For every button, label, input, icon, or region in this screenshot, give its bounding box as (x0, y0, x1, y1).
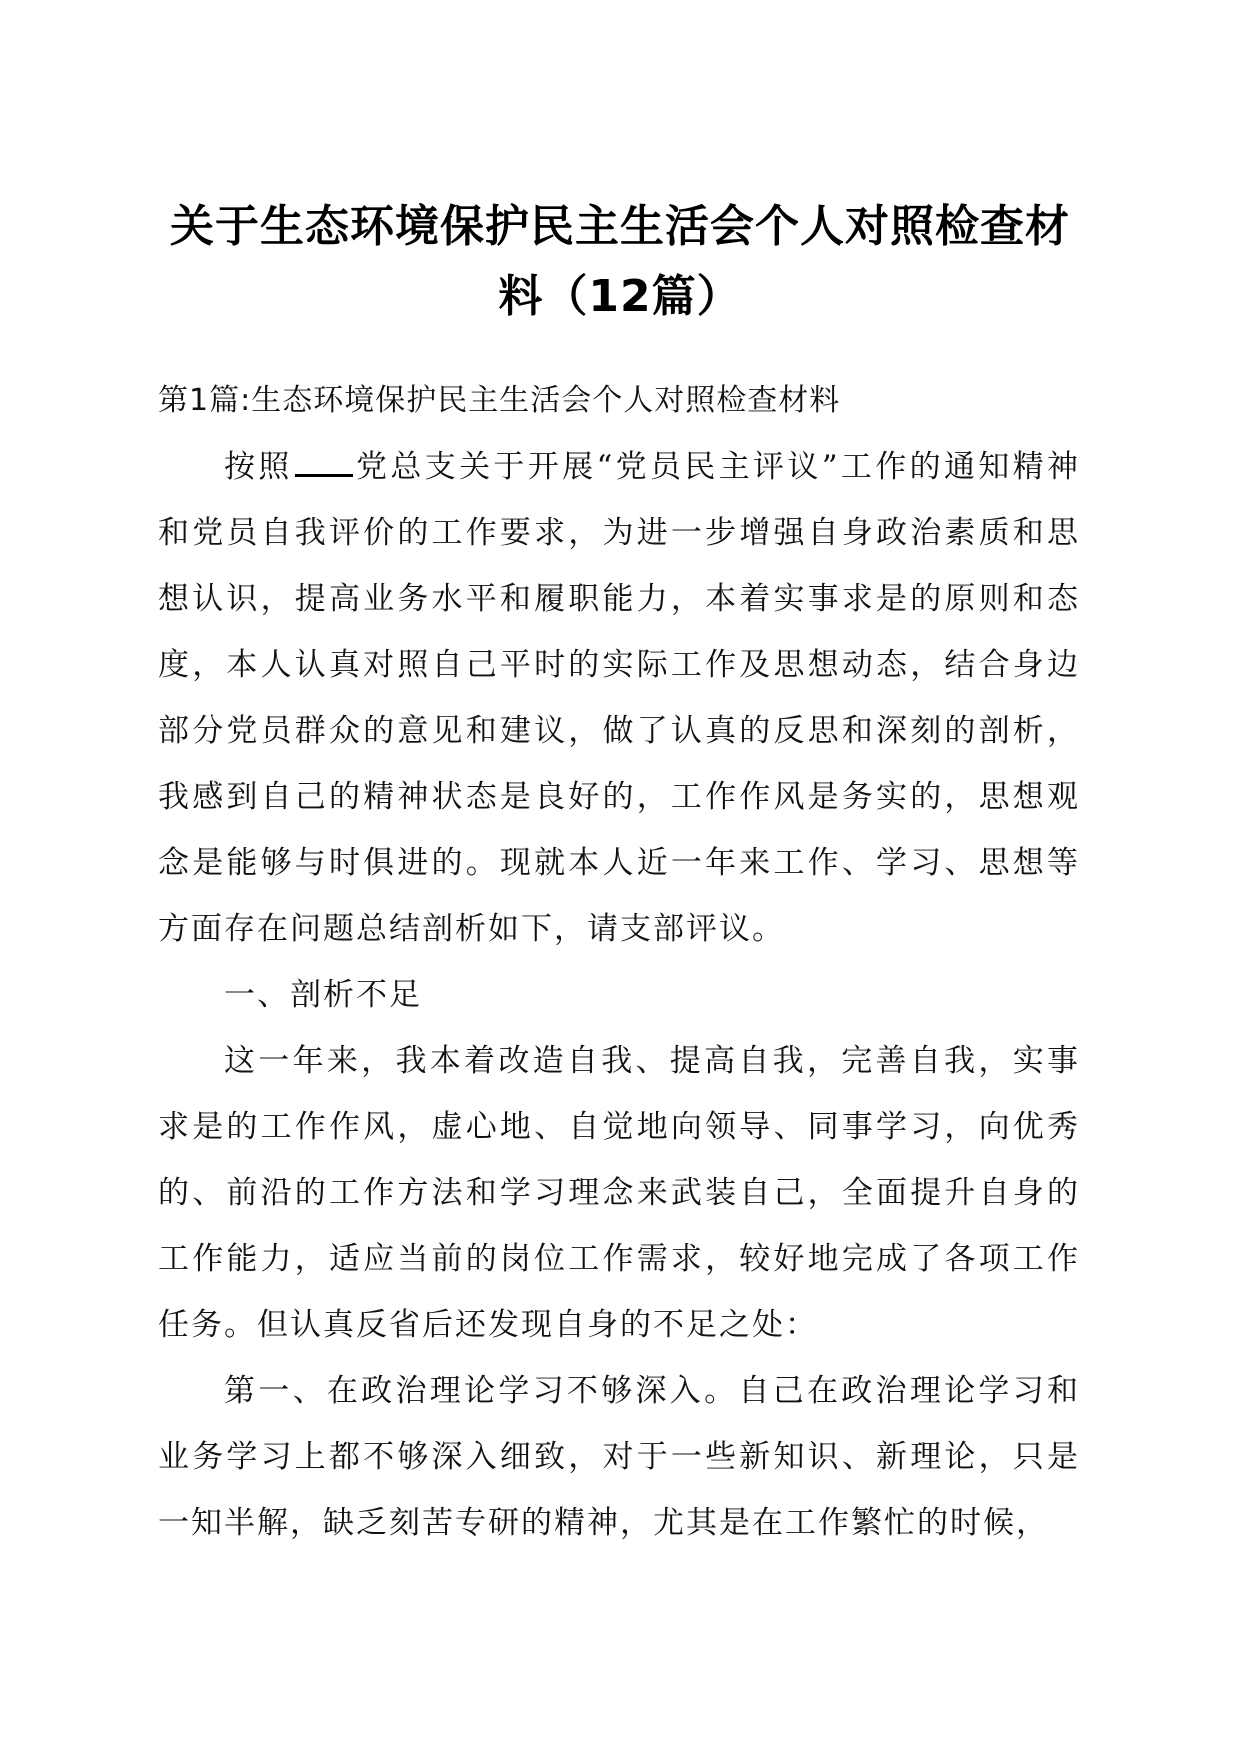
document-body (158, 368, 1080, 1556)
paragraph-2: 这一年来，我本着改造自我、提高自我，完善自我，实事求是的工作作风，虚心地、自觉地向领导、同事学习，向优秀的、前沿的工作方法和学习理念来武装自己，全面提升自身的工作能力，适应当前的岗位工作需求，较好地完成了各项工作任务。但认真反省后还发现自身的不足之处： (158, 1043, 1080, 1343)
intro-text-before-blank: 按照 (224, 449, 293, 485)
chapter-heading: 第1篇:生态环境保护民主生活会个人对照检查材料 (158, 383, 841, 418)
intro-text-after-blank: 党总支关于开展“党员民主评议”工作的通知精神和党员自我评价的工作要求，为进一步增强自身政治素质和思想认识，提高业务水平和履职能力，本着实事求是的原则和态度，本人认真对照自己平时的实际工作及思想动态，结合身边部分党员群众的意见和建议，做了认真的反思和深刻的剖析，我感到自己的精神状态是良好的，工作作风是务实的，思想观念是能够与时俱进的。现就本人近一年来工作、学习、思想等方面存在问题总结剖析如下，请支部评议。 (158, 449, 1081, 947)
section-heading: 一、剖析不足 (224, 977, 422, 1013)
fill-in-blank (295, 448, 353, 477)
paragraph-3: 第一、在政治理论学习不够深入。自己在政治理论学习和业务学习上都不够深入细致，对于一些新知识、新理论，只是一知半解，缺乏刻苦专研的精神，尤其是在工作繁忙的时候， (158, 1373, 1080, 1541)
intro-paragraph (158, 434, 1080, 962)
document-title: 关于生态环境保护民主生活会个人对照检查材料（12篇） (170, 201, 1070, 322)
